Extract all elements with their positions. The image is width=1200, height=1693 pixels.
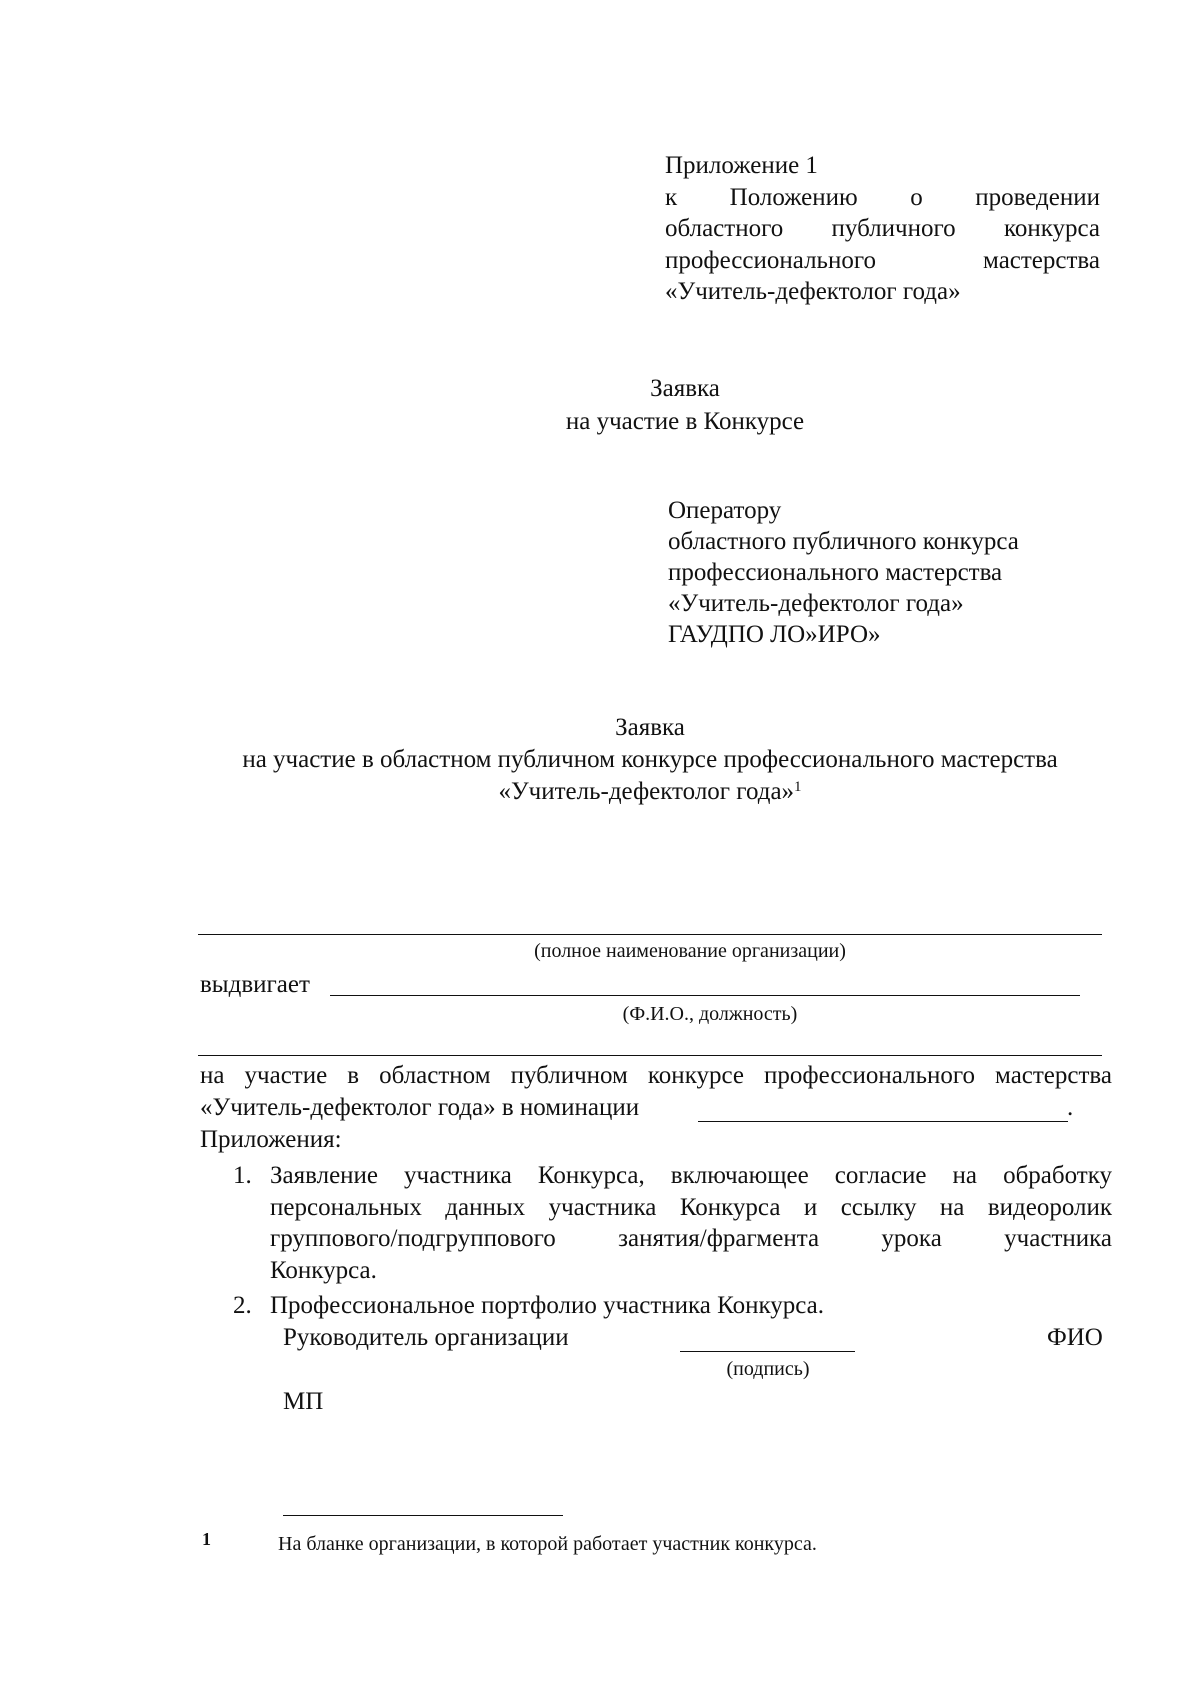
main-title: Заявка bbox=[615, 714, 685, 741]
nominee-blank-line bbox=[330, 995, 1080, 996]
nominates-label: выдвигает bbox=[200, 971, 310, 998]
organization-blank-line bbox=[198, 934, 1102, 935]
main-title-line: на участие в областном публичном конкурсе профессионального мастерства bbox=[242, 746, 1058, 773]
application-subtitle: на участие в Конкурсе bbox=[565, 408, 805, 435]
attachments-label: Приложения: bbox=[200, 1126, 342, 1153]
operator-line: Оператору bbox=[668, 497, 782, 524]
nomination-period: . bbox=[1067, 1094, 1074, 1121]
application-title: Заявка bbox=[650, 375, 720, 402]
list-item-line: группового/подгруппового занятия/фрагмента урока участника bbox=[270, 1225, 1112, 1252]
nomination-blank-line bbox=[698, 1121, 1068, 1122]
operator-line: ГАУДПО ЛО»ИРО» bbox=[668, 621, 881, 648]
list-item-number: 2. bbox=[233, 1292, 252, 1319]
stamp-label: МП bbox=[283, 1388, 324, 1415]
list-item-line: Профессиональное портфолио участника Конкурса. bbox=[270, 1292, 825, 1319]
main-title-line bbox=[200, 776, 1100, 811]
appendix-line: областного публичного конкурса bbox=[665, 215, 1100, 242]
signature-caption: (подпись) bbox=[726, 1358, 810, 1380]
participation-line: на участие в областном публичном конкурсе профессионального мастерства bbox=[200, 1062, 1112, 1089]
nominee-caption: (Ф.И.О., должность) bbox=[622, 1003, 798, 1025]
footnote-separator bbox=[283, 1515, 563, 1516]
participation-text bbox=[200, 1060, 1112, 1092]
contest-name: «Учитель-дефектолог года» bbox=[498, 778, 795, 805]
list-item-number: 1. bbox=[233, 1162, 252, 1189]
participation-line: «Учитель-дефектолог года» в номинации bbox=[200, 1094, 640, 1121]
extra-blank-line bbox=[198, 1055, 1102, 1056]
appendix-line: профессионального мастерства bbox=[665, 246, 1100, 274]
main-heading bbox=[200, 712, 1100, 811]
appendix-block bbox=[665, 150, 1100, 308]
organization-caption: (полное наименование организации) bbox=[534, 940, 846, 962]
list-item-line: Конкурса. bbox=[270, 1256, 377, 1284]
footnote-text: На бланке организации, в которой работает участник конкурса. bbox=[278, 1533, 817, 1555]
footnote-reference: 1 bbox=[794, 779, 802, 795]
footnote-mark: 1 bbox=[202, 1529, 211, 1549]
appendix-line: Приложение 1 bbox=[665, 152, 818, 179]
operator-line: областного публичного конкурса bbox=[668, 528, 1019, 555]
list-item-line: Заявление участника Конкурса, включающее согласие на обработку bbox=[270, 1162, 1112, 1189]
list-item-line: персональных данных участника Конкурса и ссылку на видеоролик bbox=[270, 1193, 1112, 1221]
operator-block bbox=[668, 495, 1019, 650]
application-heading bbox=[0, 372, 1200, 438]
operator-line: профессионального мастерства bbox=[668, 559, 1003, 586]
signature-blank-line bbox=[680, 1351, 855, 1352]
name-label: ФИО bbox=[1047, 1324, 1103, 1351]
operator-line: «Учитель-дефектолог года» bbox=[668, 590, 964, 617]
head-of-organization-label: Руководитель организации bbox=[283, 1324, 569, 1351]
appendix-line: к Положению о проведении bbox=[665, 183, 1100, 211]
appendix-line: «Учитель-дефектолог года» bbox=[665, 278, 961, 305]
